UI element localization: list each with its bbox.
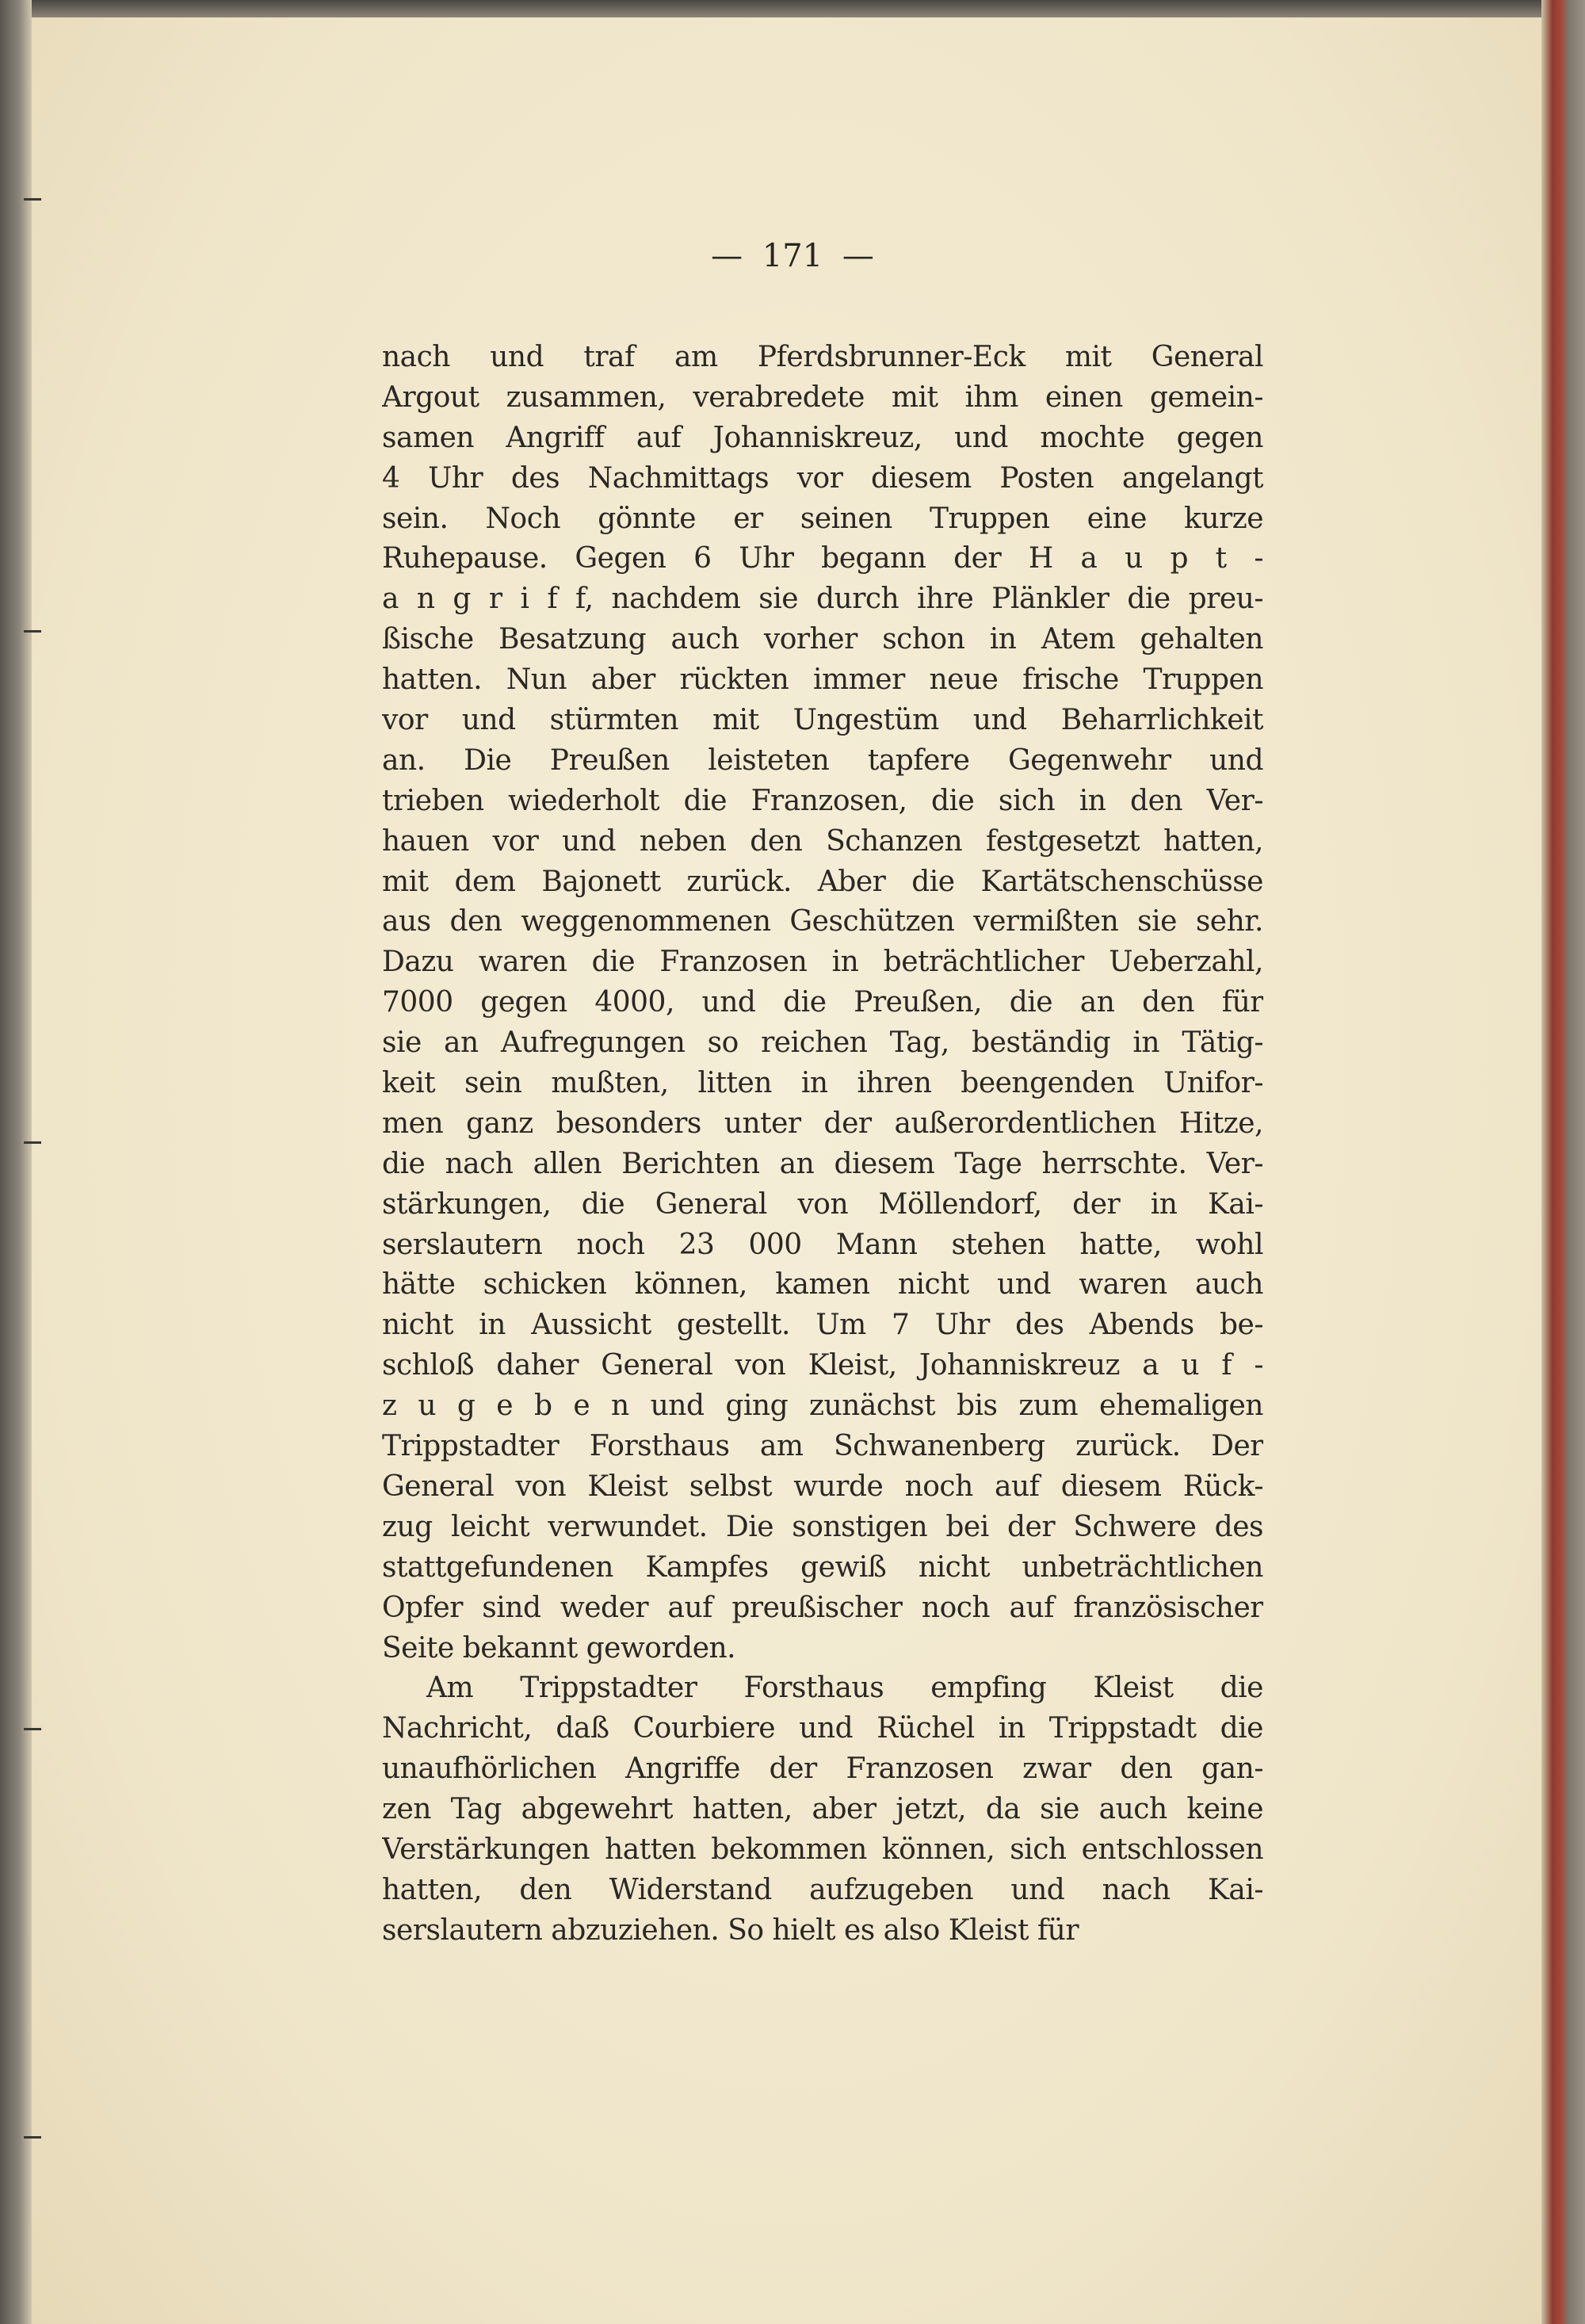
page-number-dash: —: [842, 238, 874, 274]
text-line: hatten. Nun aber rückten immer neue frische Truppen: [382, 663, 1263, 697]
text-line: Argout zusammen, verabredete mit ihm einen gemein-: [382, 380, 1263, 414]
text-line: Am Trippstadter Forsthaus empfing Kleist die: [426, 1672, 1263, 1705]
page-number-dash: —: [711, 238, 743, 274]
text-line: serslautern noch 23 000 Mann stehen hatte, wohl: [382, 1228, 1263, 1261]
text-line: Verstärkungen hatten bekommen können, sich entschlossen: [382, 1833, 1263, 1866]
text-line: nicht in Aussicht gestellt. Um 7 Uhr des Abends be-: [382, 1309, 1263, 1342]
text-line: a n g r i f f, nachdem sie durch ihre Plänkler die preu-: [382, 583, 1263, 616]
text-line: die nach allen Berichten an diesem Tage herrschte. Ver-: [382, 1147, 1263, 1180]
page-number-value: 171: [762, 238, 823, 274]
text-line: General von Kleist selbst wurde noch auf diesem Rück-: [382, 1470, 1263, 1503]
text-line: 7000 gegen 4000, und die Preußen, die an den für: [382, 986, 1263, 1019]
text-line: an. Die Preußen leisteten tapfere Gegenwehr und: [382, 743, 1263, 777]
binding-mark: [24, 198, 41, 201]
binding-mark: [24, 2136, 41, 2139]
binding-mark: [24, 1141, 41, 1144]
text-line: Dazu waren die Franzosen in beträchtlicher Ueberzahl,: [382, 946, 1263, 979]
text-line: ßische Besatzung auch vorher schon in Atem gehalten: [382, 623, 1263, 656]
text-line: Trippstadter Forsthaus am Schwanenberg zurück. Der: [382, 1430, 1263, 1463]
text-line: 4 Uhr des Nachmittags vor diesem Posten angelangt: [382, 461, 1263, 495]
text-line: samen Angriff auf Johanniskreuz, und mochte gegen: [382, 421, 1263, 454]
binding-mark: [24, 1728, 41, 1730]
text-line: keit sein mußten, litten in ihren beengenden Unifor-: [382, 1067, 1263, 1100]
body-text: [382, 338, 1263, 1951]
text-line: serslautern abzuziehen. So hielt es also Kleist für: [382, 1913, 1079, 1947]
book-cover-edge: [1541, 0, 1585, 2324]
text-line: men ganz besonders unter der außerordentlichen Hitze,: [382, 1107, 1263, 1140]
text-line: unaufhörlichen Angriffe der Franzosen zwar den gan-: [382, 1753, 1263, 1786]
page-number: [0, 238, 1585, 274]
text-line: Nachricht, daß Courbiere und Rüchel in Trippstadt die: [382, 1712, 1263, 1745]
text-line: vor und stürmten mit Ungestüm und Beharrlichkeit: [382, 704, 1263, 737]
scan-top-edge: [0, 0, 1585, 17]
text-line: zug leicht verwundet. Die sonstigen bei der Schwere des: [382, 1510, 1263, 1543]
text-line: hauen vor und neben den Schanzen festgesetzt hatten,: [382, 824, 1263, 858]
text-line: sein. Noch gönnte er seinen Truppen eine kurze: [382, 502, 1263, 535]
text-line: trieben wiederholt die Franzosen, die sich in den Ver-: [382, 784, 1263, 817]
text-line: stattgefundenen Kampfes gewiß nicht unbeträchtlichen: [382, 1550, 1263, 1584]
text-line: sie an Aufregungen so reichen Tag, beständig in Tätig-: [382, 1026, 1263, 1060]
book-spine-edge: [0, 0, 32, 2324]
text-line: hätte schicken können, kamen nicht und waren auch: [382, 1268, 1263, 1302]
text-line: Seite bekannt geworden.: [382, 1631, 736, 1665]
text-line: stärkungen, die General von Möllendorf, der in Kai-: [382, 1187, 1263, 1221]
text-line: Opfer sind weder auf preußischer noch auf französischer: [382, 1591, 1263, 1624]
text-line: schloß daher General von Kleist, Johanniskreuz a u f -: [382, 1349, 1263, 1382]
text-line: Ruhepause. Gegen 6 Uhr begann der H a u p t -: [382, 542, 1263, 575]
text-line: mit dem Bajonett zurück. Aber die Kartätschenschüsse: [382, 865, 1263, 898]
binding-mark: [24, 630, 41, 633]
text-line: hatten, den Widerstand aufzugeben und nach Kai-: [382, 1873, 1263, 1906]
text-line: aus den weggenommenen Geschützen vermißten sie sehr.: [382, 905, 1263, 938]
text-line: z u g e b e n und ging zunächst bis zum ehemaligen: [382, 1389, 1263, 1423]
text-line: zen Tag abgewehrt hatten, aber jetzt, da sie auch keine: [382, 1793, 1263, 1826]
text-line: nach und traf am Pferdsbrunner-Eck mit General: [382, 341, 1263, 373]
